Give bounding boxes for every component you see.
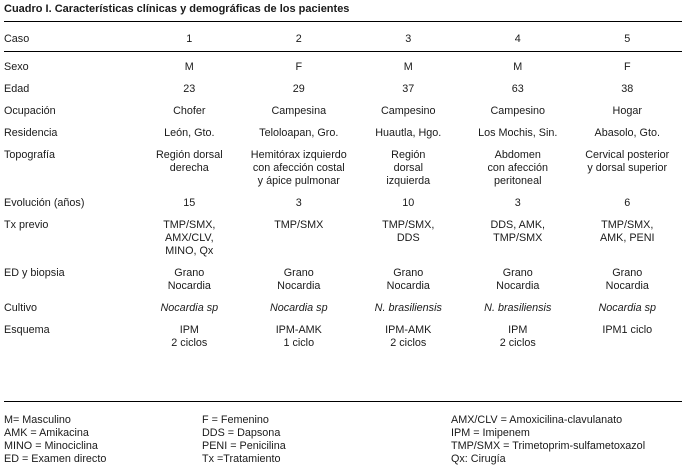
cell-line: TMP/SMX,: [163, 218, 216, 231]
table-cell: [244, 118, 353, 140]
table-cell: [463, 210, 572, 258]
table-row: [4, 315, 682, 350]
cell-line: Cervical posterior: [585, 148, 670, 161]
cell-line: con afección costal: [252, 161, 345, 174]
footnote-item: M= Masculino: [4, 414, 71, 426]
cell-line: Nocardia sp: [160, 301, 219, 314]
table-cell: [135, 188, 244, 210]
table-row: [4, 118, 682, 140]
cell-line: 10: [402, 196, 415, 209]
table-cell: [463, 258, 572, 293]
table-cell: [135, 74, 244, 96]
row-label: Cultivo: [4, 301, 38, 314]
row-label: Ocupación: [4, 104, 56, 117]
table-cell: [354, 293, 463, 315]
table-cell: [135, 96, 244, 118]
cell-line: Hemitórax izquierdo: [250, 148, 347, 161]
patients-table: [4, 27, 682, 350]
cell-line: Nocardia sp: [269, 301, 328, 314]
footnote-item: AMK = Amikacina: [4, 427, 89, 439]
row-label: Esquema: [4, 323, 50, 336]
cell-line: León, Gto.: [164, 126, 215, 139]
table-cell: [463, 140, 572, 188]
table-cell: [354, 210, 463, 258]
cell-line: N. brasiliensis: [374, 301, 442, 314]
row-label: Topografía: [4, 148, 56, 161]
footnote-item: Qx: Cirugía: [451, 453, 506, 465]
table-cell: [135, 118, 244, 140]
cell-line: DDS: [396, 231, 420, 244]
table-cell: [463, 96, 572, 118]
table-cell: [135, 140, 244, 188]
header-case-2: 2: [244, 27, 353, 51]
table-cell: [244, 293, 353, 315]
cell-line: IPM1 ciclo: [602, 323, 653, 336]
cell-line: con afección: [487, 161, 549, 174]
table-header-row: [4, 27, 682, 51]
cell-line: Abdomen: [494, 148, 541, 161]
table-cell: [573, 210, 683, 258]
table-cell: [244, 188, 353, 210]
row-label: Sexo: [4, 60, 29, 73]
row-label: Tx previo: [4, 218, 49, 231]
cell-line: TMP/SMX,: [382, 218, 435, 231]
cell-line: Región: [391, 148, 426, 161]
cell-line: y dorsal superior: [587, 161, 668, 174]
footnote-item: AMX/CLV = Amoxicilina-clavulanato: [451, 414, 623, 426]
table-row: [4, 96, 682, 118]
cell-line: IPM-AMK: [275, 323, 322, 336]
cell-line: Región dorsal: [155, 148, 223, 161]
table-row: [4, 210, 682, 258]
cell-line: 2 ciclos: [171, 336, 208, 349]
cell-line: F: [623, 60, 631, 73]
table-row: [4, 258, 682, 293]
table-row: [4, 51, 682, 74]
footnote-column-1: [4, 414, 106, 466]
table-title: Cuadro I. Características clínicas y demográficas de los pacientes: [4, 3, 350, 15]
table-cell: [463, 118, 572, 140]
table-cell: [573, 188, 683, 210]
table-cell: [244, 140, 353, 188]
cell-line: DDS, AMK,: [490, 218, 546, 231]
table-cell: [354, 315, 463, 350]
cell-line: Campesino: [380, 104, 436, 117]
cell-line: 3: [514, 196, 521, 209]
cell-line: N. brasiliensis: [484, 301, 552, 314]
table-cell: [135, 315, 244, 350]
header-case-1: 1: [135, 27, 244, 51]
table-cell: [573, 258, 683, 293]
table-cell: [573, 51, 683, 74]
table-body: [4, 27, 682, 350]
cell-line: TMP/SMX: [493, 231, 543, 244]
table-cell: [573, 140, 683, 188]
footnote-item: DDS = Dapsona: [202, 427, 281, 439]
cell-line: Nocardia: [167, 279, 211, 292]
table-cell: [354, 188, 463, 210]
cell-line: peritoneal: [494, 174, 542, 187]
cell-line: Hogar: [612, 104, 642, 117]
cell-line: AMK, PENI: [599, 231, 655, 244]
table-cell: [463, 293, 572, 315]
table-cell: [354, 118, 463, 140]
cell-line: y ápice pulmonar: [257, 174, 340, 187]
cell-line: 2 ciclos: [499, 336, 536, 349]
cell-line: Chofer: [173, 104, 206, 117]
cell-line: Huautla, Hgo.: [375, 126, 442, 139]
row-label: Residencia: [4, 126, 58, 139]
table-cell: [354, 258, 463, 293]
cell-line: 37: [402, 82, 415, 95]
table-cell: [135, 210, 244, 258]
table-row: [4, 293, 682, 315]
cell-line: 2 ciclos: [390, 336, 427, 349]
cell-line: Grano: [174, 266, 205, 279]
footnote-item: MINO = Minociclina: [4, 440, 98, 452]
cell-line: IPM: [179, 323, 199, 336]
cell-line: Nocardia sp: [598, 301, 657, 314]
table-row: [4, 140, 682, 188]
footnote-item: F = Femenino: [202, 414, 269, 426]
table-cell: [354, 51, 463, 74]
cell-line: 3: [295, 196, 302, 209]
table-cell: [573, 118, 683, 140]
cell-line: Nocardia: [496, 279, 540, 292]
cell-line: Nocardia: [277, 279, 321, 292]
cell-line: 63: [511, 82, 524, 95]
cell-line: M: [184, 60, 194, 73]
footnote-item: TMP/SMX = Trimetoprim-sulfametoxazol: [451, 440, 646, 452]
cell-line: Grano: [612, 266, 643, 279]
footnote-column-3: [451, 414, 645, 466]
table-cell: [244, 258, 353, 293]
cell-line: 15: [183, 196, 196, 209]
cell-line: dorsal: [393, 161, 423, 174]
table-row: [4, 188, 682, 210]
table-cell: [135, 258, 244, 293]
cell-line: Grano: [393, 266, 424, 279]
cell-line: IPM-AMK: [385, 323, 432, 336]
cell-line: 38: [621, 82, 634, 95]
cell-line: Nocardia: [605, 279, 649, 292]
table-cell: [463, 188, 572, 210]
row-label: Evolución (años): [4, 196, 85, 209]
cell-line: Campesina: [271, 104, 327, 117]
cell-line: M: [403, 60, 413, 73]
cell-line: 29: [292, 82, 305, 95]
footnote-column-2: [202, 414, 286, 466]
table-cell: [135, 51, 244, 74]
table-cell: [463, 51, 572, 74]
table-cell: [244, 51, 353, 74]
bottom-rule: [4, 401, 682, 402]
table-cell: [463, 74, 572, 96]
table-cell: [573, 293, 683, 315]
cell-line: 6: [624, 196, 631, 209]
row-label: Edad: [4, 82, 30, 95]
table-cell: [354, 96, 463, 118]
cell-line: 1 ciclo: [283, 336, 315, 349]
table-cell: [244, 96, 353, 118]
footnote-item: IPM = Imipenem: [451, 427, 530, 439]
header-label: Caso: [4, 27, 135, 51]
cell-line: Grano: [502, 266, 533, 279]
footnote-item: PENI = Penicilina: [202, 440, 286, 452]
cell-line: Nocardia: [386, 279, 430, 292]
table-cell: [573, 96, 683, 118]
top-rule: [4, 21, 682, 22]
table-cell: [573, 315, 683, 350]
table-cell: [573, 74, 683, 96]
cell-line: derecha: [169, 161, 209, 174]
footnote-item: ED = Examen directo: [4, 453, 107, 465]
cell-line: AMX/CLV,: [165, 231, 214, 244]
cell-line: F: [295, 60, 303, 73]
cell-line: TMP/SMX,: [601, 218, 654, 231]
table-cell: [135, 293, 244, 315]
cell-line: IPM: [508, 323, 528, 336]
table-cell: [354, 140, 463, 188]
table-cell: [244, 315, 353, 350]
table-cell: [354, 74, 463, 96]
footnote-item: Tx =Tratamiento: [202, 453, 281, 465]
table-cell: [244, 74, 353, 96]
cell-line: M: [513, 60, 523, 73]
table-row: [4, 74, 682, 96]
cell-line: MINO, Qx: [165, 244, 214, 257]
cell-line: TMP/SMX: [274, 218, 324, 231]
table-cell: [463, 315, 572, 350]
cell-line: Grano: [283, 266, 314, 279]
header-case-5: 5: [573, 27, 683, 51]
cell-line: Campesino: [490, 104, 546, 117]
cell-line: izquierda: [386, 174, 431, 187]
cell-line: Teloloapan, Gro.: [259, 126, 339, 139]
header-case-4: 4: [463, 27, 572, 51]
row-label: ED y biopsia: [4, 266, 65, 279]
header-case-3: 3: [354, 27, 463, 51]
cell-line: 23: [183, 82, 196, 95]
cell-line: Abasolo, Gto.: [594, 126, 660, 139]
table-cell: [244, 210, 353, 258]
cell-line: Los Mochis, Sin.: [478, 126, 558, 139]
